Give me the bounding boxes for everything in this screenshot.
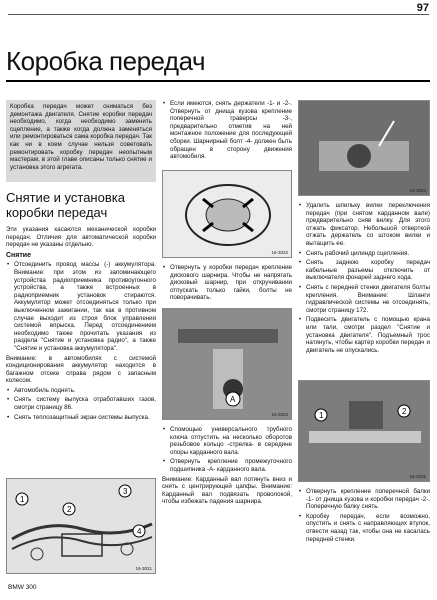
figure-ref: 16-3021 [135,566,152,571]
figure-label: 2 [402,407,407,416]
list-item: • Снять рабочий цилиндр сцепления. [298,250,430,258]
figure-label: 3 [123,487,128,496]
figure-label: 4 [137,527,142,536]
list-item: • Снять теплозащитный экран системы выпуска. [6,414,156,422]
intro-box: Коробка передач может сниматься без демонтажа двигателя. Снятие коробки передач необходимо, когда необходимо заменить сцепление, а также когда должна заменяться или ремонтироваться сама коробка передач. Так как ни в коем случае нельзя советовать ремонтировать коробку передач неопытным мастерам, в этой главе описаны только снятие и установка этого агрегата. [6,100,156,182]
page-title: Коробка передач [6,46,206,76]
list-item: • Отвернуть у коробки передач крепление дискового шарнира. Чтобы не напрягать дисковый шарнир, при откручивании отпускать только гайки, болты не поворачивать. [162,264,292,302]
page-number: 97 [416,2,429,14]
list-item: • Отвернуть крепление промежуточного подшипника -A- карданного вала. [162,458,292,473]
right-list-2 [298,488,430,543]
disc-joint-figure [162,170,292,258]
figure-label: 2 [67,505,72,514]
list-item: • Отсоединить провод массы (-) аккумулятора. Внимание: при этом из запоминающего устройства радиоприемника противоугонного устройства, а также встроенных в радиоприемник установок стираются. Аккумулятор может отсоединяться только при выключенном зажигании, так как в противном случае выходит из строя блок управления системой впрыска. Перед отсоединением необходимо также прочитать указания из раздела "Снятие и установка радио", а также "Снятие и установка аккумулятора". [6,261,156,352]
list-item: • Автомобиль поднять. [6,387,156,395]
mid-column-2 [162,264,292,304]
left-list-2 [6,387,156,421]
list-item: • Удалить шпильку вилки переключения передач (при снятом карданном вале) предварительно сняв вилку. Для этого отжать фиксатор. Небольшой отверткой отжать держатель со штоком вилки и вытащить ее. [298,202,430,248]
list-item: • Спомощью универсального трубного ключа отпустить на несколько оборотов резьбовое кольцо -стрелка- в середине опоры карданного вала. [162,426,292,456]
figure-ref: 16-3024 [409,188,426,193]
mid-column-top [162,100,292,163]
right-list [298,202,430,354]
mid-list [162,100,292,161]
list-item: • Подвесить двигатель с помощью крана или тали, смотри раздел "Снятие и установка двигателя". Подъемный трос натянуть, чтобы картер коробки передач и двигатель не опускались. [298,316,430,354]
mid-column-3 [162,426,292,508]
crossmember-photo [299,381,430,482]
left-list [6,261,156,352]
shift-rod-figure [298,100,430,196]
list-item: • Снять систему выпуска отработавших газов, смотри страницу 86. [6,396,156,411]
section-intro: Эти указания касаются механической коробки передач. Отличия для автоматической коробки передач не указаны отдельно. [6,226,156,249]
figure-label: 1 [20,495,25,504]
mid-list-3 [162,426,292,474]
figure-label: A [230,395,236,404]
list-item: • Коробку передач, если возможно, опустить и снять с направляющих втулок, отвести назад так, чтобы она не касалась передней стенки. [298,513,430,543]
disc-joint-drawing [163,171,292,258]
exhaust-drawing [7,479,156,574]
driveshaft-figure [162,308,292,420]
shift-rod-photo [299,101,430,196]
exhaust-figure [6,478,156,574]
left-note: Внимание: в автомобилях с системой кондиционирования аккумулятор находится в багажном отсеке справа рядом с запасным колесом. [6,354,156,385]
mid-list-2 [162,264,292,302]
list-item: • Если имеются, снять держатели -1- и -2-. Отвернуть от днища кузова крепление поперечной траверсы -3-, предварительно отметив на ней монтажное положение для последующей сборки. Шарнирный болт -4- должен быть обращен в сторону движения автомобиля. [162,100,292,161]
list-item: • Снять заднюю коробку передач кабельные разъемы отключить от выключателя фонарей заднего хода. [298,259,430,282]
figure-ref: 16-3023 [271,412,288,417]
title-rule [6,80,430,82]
top-rule [8,14,429,15]
removal-heading: Снятие [6,251,31,259]
figure-ref: 16-3025 [409,474,426,479]
driveshaft-photo [163,309,292,420]
right-column [298,202,430,356]
figure-label: 1 [319,411,324,420]
footer: BMW 300 [8,584,37,591]
left-column [6,226,156,423]
crossmember-figure [298,380,430,482]
section-heading: Снятие и установка коробки передач [6,190,125,220]
figure-ref: 16-3022 [271,250,288,255]
right-column-2 [298,488,430,545]
list-item: • Отвернуть крепление поперечной балки -1- от днища кузова и коробки передач -2-. Поперечную балку снять. [298,488,430,511]
mid-note: Внимание: Карданный вал потянуть вниз и снять с центрирующей цапфы. Внимание: Карданный вал подвязать проволокой, чтобы избежать падения шарнира. [162,475,292,506]
list-item: • Снять с передней стенки двигателя болты крепления. Внимание: Шланги гидравлической системы не отсоединять, смотри страницу 172. [298,284,430,314]
